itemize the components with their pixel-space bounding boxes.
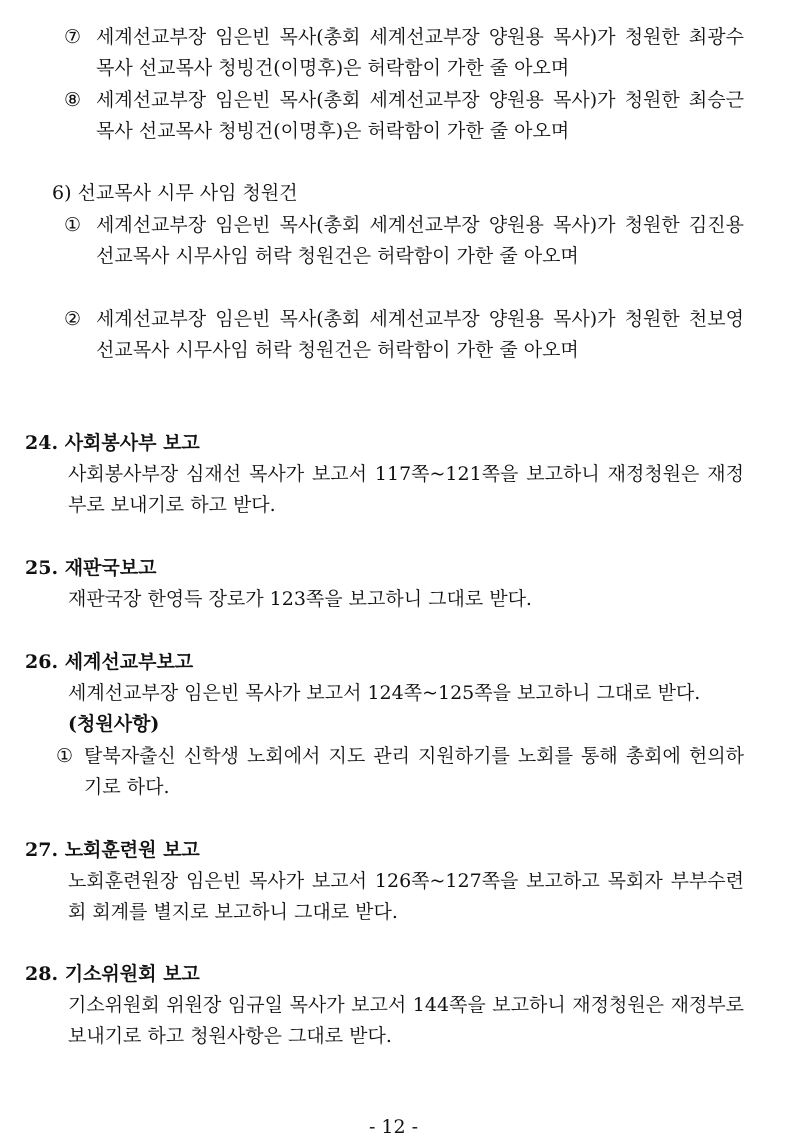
item-text: 탈북자출신 신학생 노회에서 지도 관리 지원하기를 노회를 통해 총회에 헌의하기로 하다. [84,745,744,798]
section-heading [25,553,156,584]
section-heading [25,959,200,990]
section-heading [25,428,200,459]
item-number: ⑦ [64,26,82,48]
section-number: 26. [25,651,59,673]
section-title: 기소위원회 보고 [64,963,200,985]
petition-heading: (청원사항) [68,713,160,735]
item-text: 세계선교부장 임은빈 목사(총회 세계선교부장 양원용 목사)가 청원한 최승근 목사 선교목사 청빙건(이명후)은 허락함이 가한 줄 아오며 [96,89,744,142]
item-number: ② [64,308,82,330]
section-number: 25. [25,557,59,579]
subsection-heading: 6) 선교목사 시무 사임 청원건 [52,182,298,204]
section-body: 사회봉사부장 심재선 목사가 보고서 117쪽~121쪽을 보고하니 재정청원은 재정부로 보내기로 하고 받다. [68,463,744,516]
item-number: ⑧ [64,89,82,111]
page-number: - 12 - [368,1116,419,1138]
section-title: 재판국보고 [64,557,157,579]
section-body: 세계선교부장 임은빈 목사가 보고서 124쪽~125쪽을 보고하니 그대로 받다. [68,682,701,704]
section-body: 재판국장 한영득 장로가 123쪽을 보고하니 그대로 받다. [68,588,532,610]
item-number: ① [56,745,74,767]
list-item [64,304,744,366]
item-number: ① [64,214,82,236]
list-item [64,22,744,84]
section-title: 세계선교부보고 [64,651,194,673]
section-body: 기소위원회 위원장 임규일 목사가 보고서 144쪽을 보고하니 재정청원은 재정부로 보내기로 하고 청원사항은 그대로 받다. [68,994,744,1047]
item-text: 세계선교부장 임은빈 목사(총회 세계선교부장 양원용 목사)가 청원한 천보영 선교목사 시무사임 허락 청원건은 허락함이 가한 줄 아오며 [96,308,744,361]
list-item [64,210,744,272]
section-number: 28. [25,963,59,985]
section-heading [25,835,200,866]
item-text: 세계선교부장 임은빈 목사(총회 세계선교부장 양원용 목사)가 청원한 김진용 선교목사 시무사임 허락 청원건은 허락함이 가한 줄 아오며 [96,214,744,267]
section-body: 노회훈련원장 임은빈 목사가 보고서 126쪽~127쪽을 보고하고 목회자 부부수련회 회계를 별지로 보고하니 그대로 받다. [68,870,744,923]
section-heading [25,647,193,678]
item-text: 세계선교부장 임은빈 목사(총회 세계선교부장 양원용 목사)가 청원한 최광수 목사 선교목사 청빙건(이명후)은 허락함이 가한 줄 아오며 [96,26,744,79]
list-item [64,85,744,147]
section-number: 27. [25,839,59,861]
section-title: 사회봉사부 보고 [64,432,200,454]
section-number: 24. [25,432,59,454]
list-item [56,741,744,803]
section-title: 노회훈련원 보고 [64,839,200,861]
